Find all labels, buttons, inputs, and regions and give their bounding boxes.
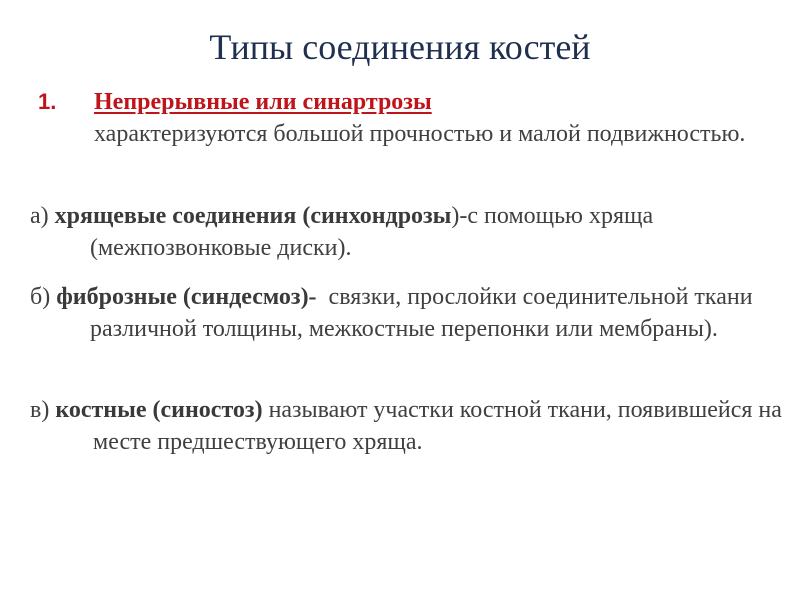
- item-text: характеризуются большой прочностью и малой подвижностью.: [94, 121, 746, 147]
- item-text: )-с помощью хряща (межпозвонковые диски).: [90, 203, 654, 261]
- list-item-c: [30, 394, 800, 458]
- item-term: хрящевые соединения (синхондрозы: [54, 203, 452, 229]
- item-prefix: в): [30, 397, 56, 423]
- item-text: связки, прослойки соединительной ткани различной толщины, межкостные перепонки или мембраны).: [90, 284, 759, 342]
- list-item-b: [30, 281, 800, 345]
- item-heading: Непрерывные или синартрозы: [94, 89, 432, 115]
- list-number: 1.: [38, 89, 57, 114]
- list-item-body: [94, 86, 768, 150]
- item-prefix: б): [30, 284, 57, 310]
- item-text: называют участки костной ткани, появившейся на месте предшествующего хряща.: [93, 397, 782, 455]
- slide-title: Типы соединения костей: [209, 27, 591, 67]
- list-item-a: [30, 200, 800, 264]
- item-prefix: а): [30, 203, 55, 229]
- item-term: костные (синостоз): [55, 397, 263, 423]
- list-item-1: [38, 86, 768, 150]
- item-term: фиброзные (синдесмоз)-: [56, 284, 317, 310]
